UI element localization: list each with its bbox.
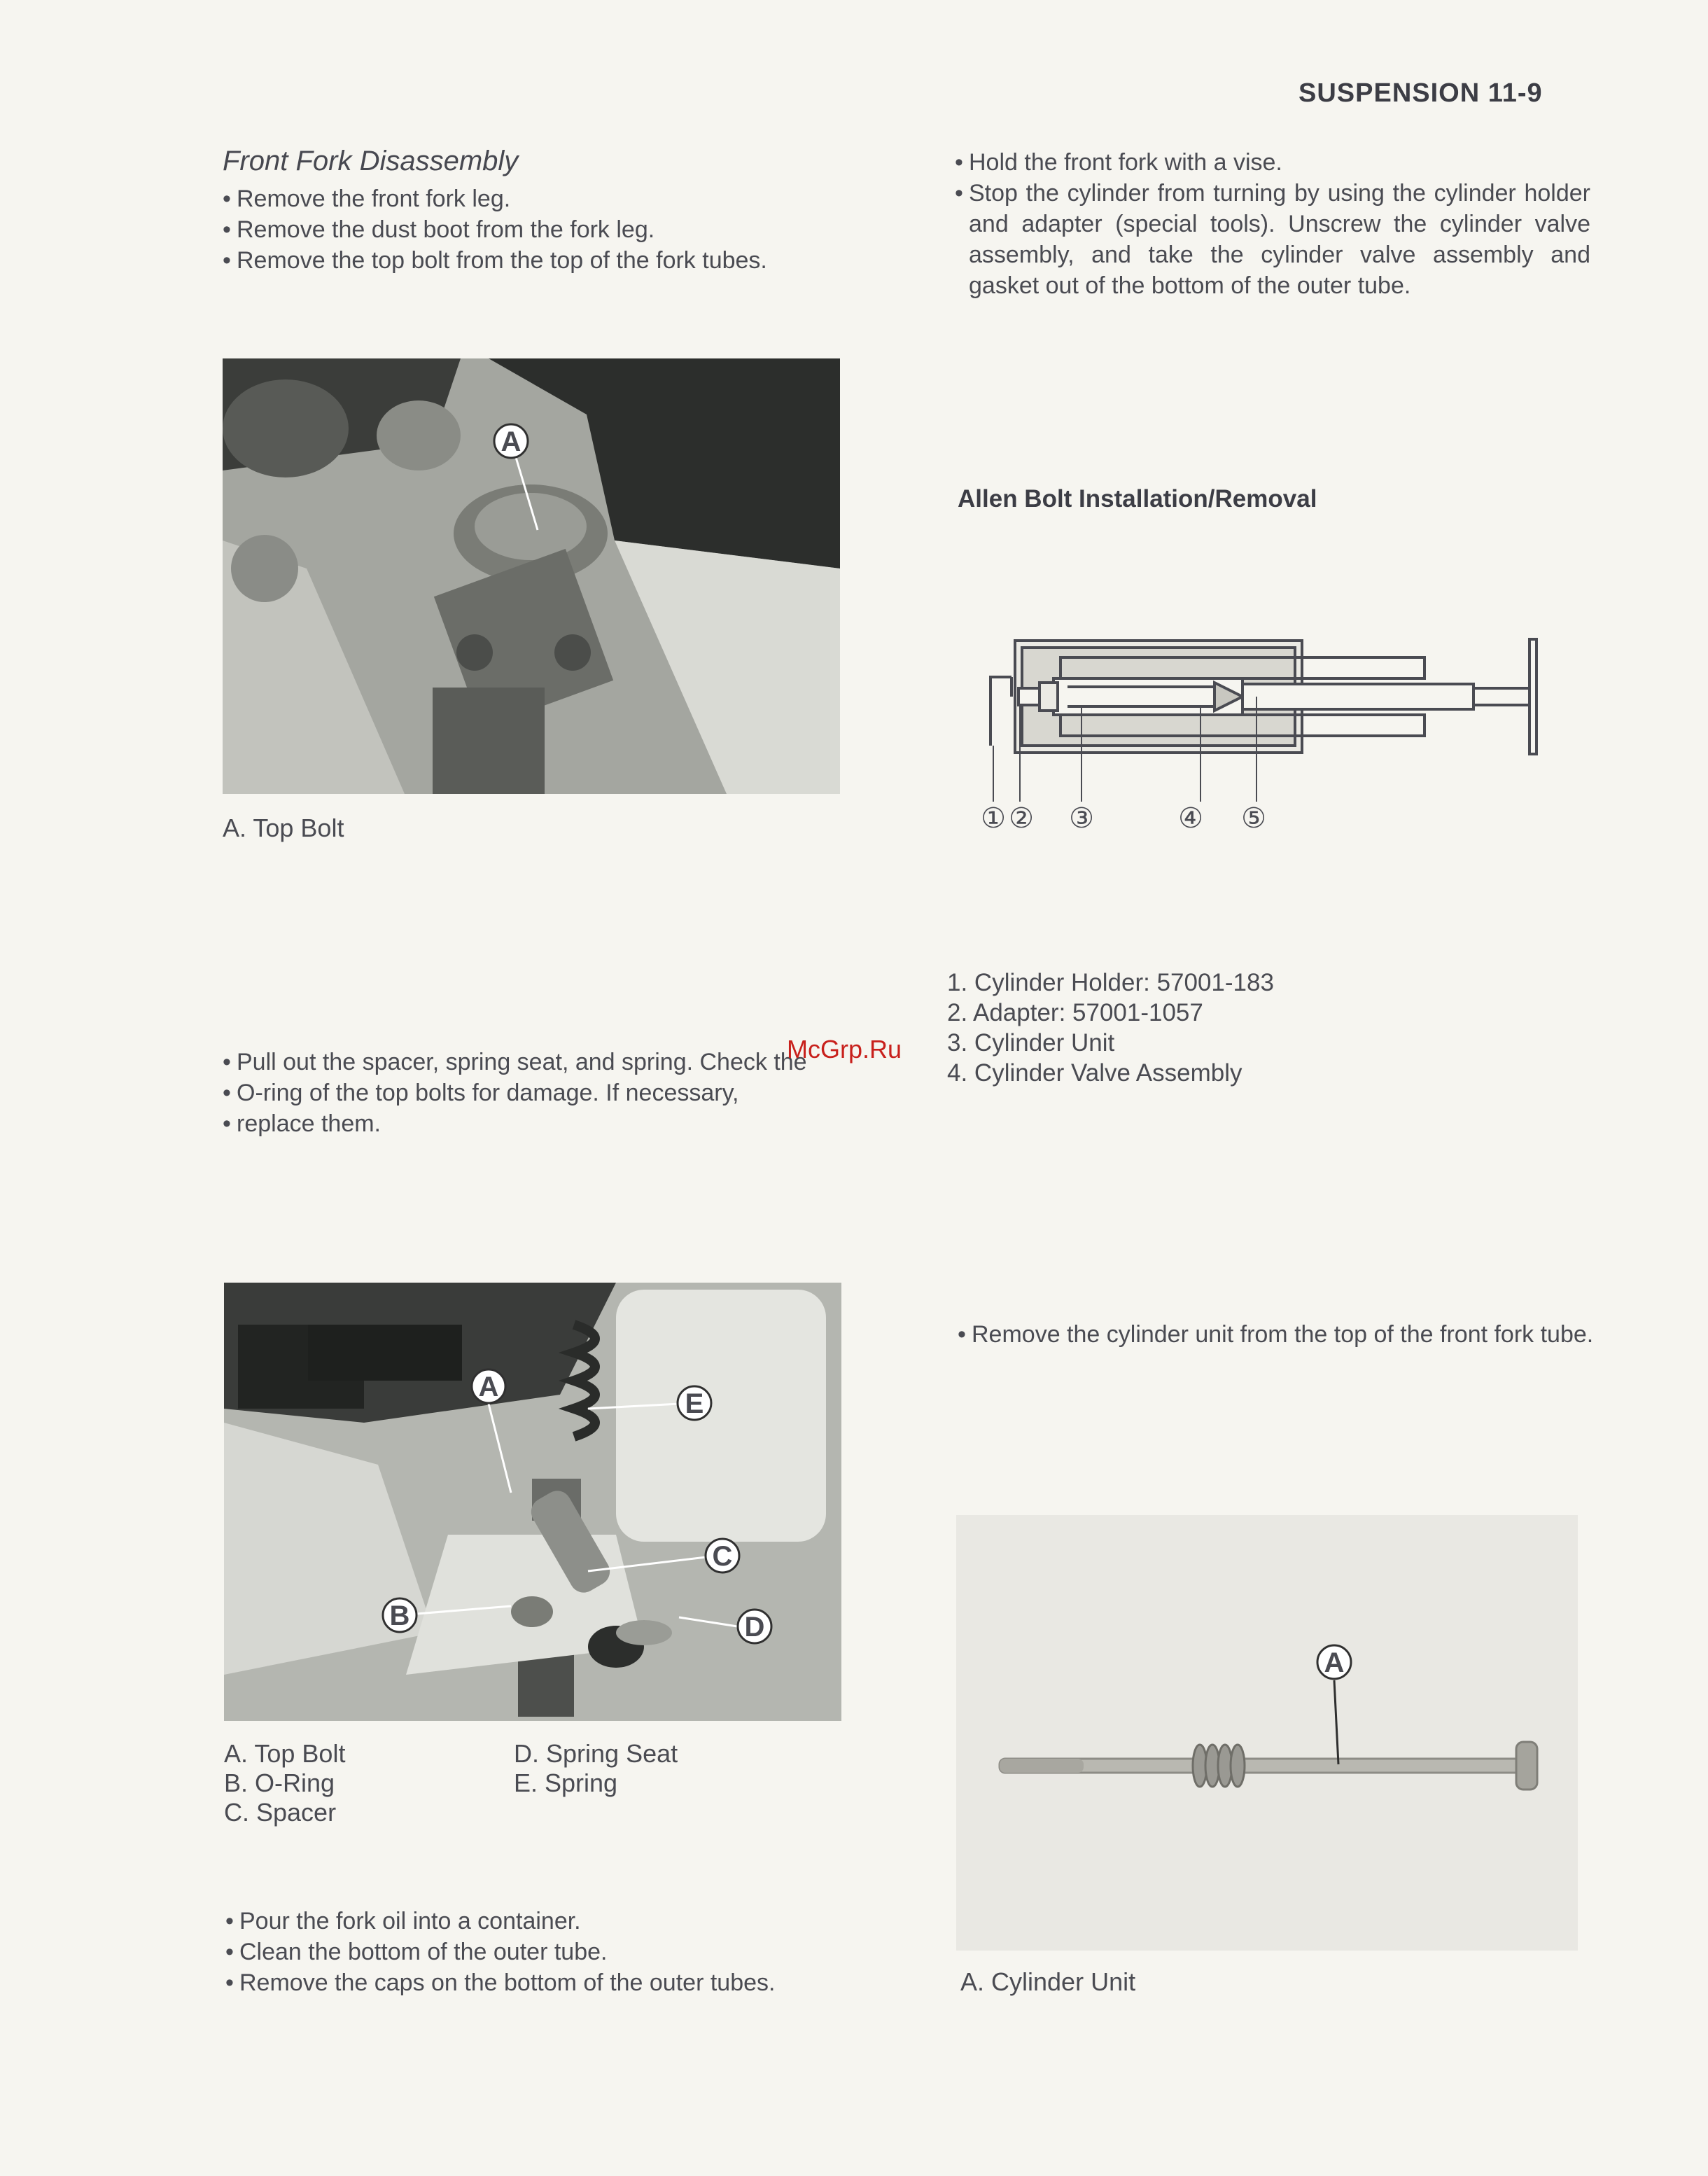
svg-text:A: A	[1324, 1647, 1345, 1678]
step-item: • Remove the dust boot from the fork leg.	[223, 214, 881, 245]
step-item: • Clean the bottom of the outer tube.	[225, 1937, 883, 1967]
caption-line: A. Top Bolt	[224, 1739, 346, 1768]
step-item: • Stop the cylinder from turning by using the cylinder holder and adapter (special tools). Unscrew the cylinder valve assembly, and take the cylinder valve assembly and gasket out of the bottom of the outer tube.	[955, 178, 1590, 301]
svg-text:D: D	[744, 1612, 765, 1643]
svg-text:A: A	[478, 1372, 499, 1402]
photo2-captions-col1	[224, 1739, 345, 1827]
steps-right-1	[955, 147, 1590, 301]
photo1-caption: A. Top Bolt	[223, 814, 344, 842]
photo-fork-parts	[224, 1283, 841, 1721]
photo3-caption: A. Cylinder Unit	[960, 1967, 1136, 1996]
step-remove-cylinder	[958, 1319, 1596, 1350]
step-item: • Hold the front fork with a vise.	[955, 147, 1590, 178]
step-line: • O-ring of the top bolts for damage. If necessary,	[223, 1077, 874, 1108]
steps-list-1	[223, 183, 881, 276]
callout-c-marker	[706, 1539, 739, 1572]
caption-line: D. Spring Seat	[514, 1739, 678, 1768]
svg-text:A: A	[500, 426, 522, 457]
marker-5: ⑤	[1241, 802, 1266, 835]
parts-list	[947, 968, 1274, 1088]
parts-list-item: 2. Adapter: 57001-1057	[947, 999, 1203, 1026]
diagram-title: Allen Bolt Installation/Removal	[958, 485, 1317, 512]
marker-1: ①	[981, 802, 1006, 835]
step-item: • Pour the fork oil into a container.	[225, 1906, 883, 1937]
callout-d-marker	[738, 1610, 771, 1643]
marker-3: ③	[1069, 802, 1094, 835]
caption-line: C. Spacer	[224, 1798, 337, 1827]
photo2-captions-col2	[514, 1739, 678, 1798]
section-title: Front Fork Disassembly	[223, 146, 519, 176]
marker-2: ②	[1009, 802, 1034, 835]
caption-line: B. O-Ring	[224, 1769, 335, 1797]
photo2-callout-layer	[224, 1283, 841, 1721]
marker-4: ④	[1178, 802, 1203, 835]
step-item: • Remove the top bolt from the top of the fork tubes.	[223, 245, 881, 276]
step-item: • Remove the front fork leg.	[223, 183, 881, 214]
photo-cylinder-unit	[956, 1515, 1578, 1951]
allen-bolt-diagram	[976, 627, 1564, 837]
watermark: McGrp.Ru	[787, 1035, 902, 1063]
caption-line: E. Spring	[514, 1769, 618, 1797]
parts-list-item: 3. Cylinder Unit	[947, 1029, 1115, 1056]
photo3-callout-layer	[956, 1515, 1578, 1951]
step-pull-out	[223, 1047, 874, 1139]
page-header: SUSPENSION 11-9	[1298, 78, 1543, 108]
steps-list-2	[225, 1906, 883, 1998]
callout-a-marker	[472, 1369, 505, 1403]
svg-text:B: B	[389, 1600, 410, 1631]
photo-top-bolt	[223, 358, 840, 794]
step-item: • Remove the cylinder unit from the top of the front fork tube.	[958, 1319, 1596, 1350]
parts-list-item: 4. Cylinder Valve Assembly	[947, 1059, 1242, 1087]
step-line: • replace them.	[223, 1108, 874, 1139]
callout-e-marker	[678, 1386, 711, 1420]
callout-a-marker	[1317, 1645, 1351, 1679]
svg-text:C: C	[712, 1541, 733, 1572]
callout-b-marker	[383, 1598, 416, 1632]
svg-text:E: E	[685, 1388, 704, 1419]
photo1-callout-layer	[223, 358, 840, 794]
parts-list-item: 1. Cylinder Holder: 57001-183	[947, 969, 1274, 996]
step-line: • Pull out the spacer, spring seat, and spring. Check the	[223, 1047, 874, 1077]
callout-a-marker	[494, 424, 528, 458]
step-item: • Remove the caps on the bottom of the outer tubes.	[225, 1967, 883, 1998]
